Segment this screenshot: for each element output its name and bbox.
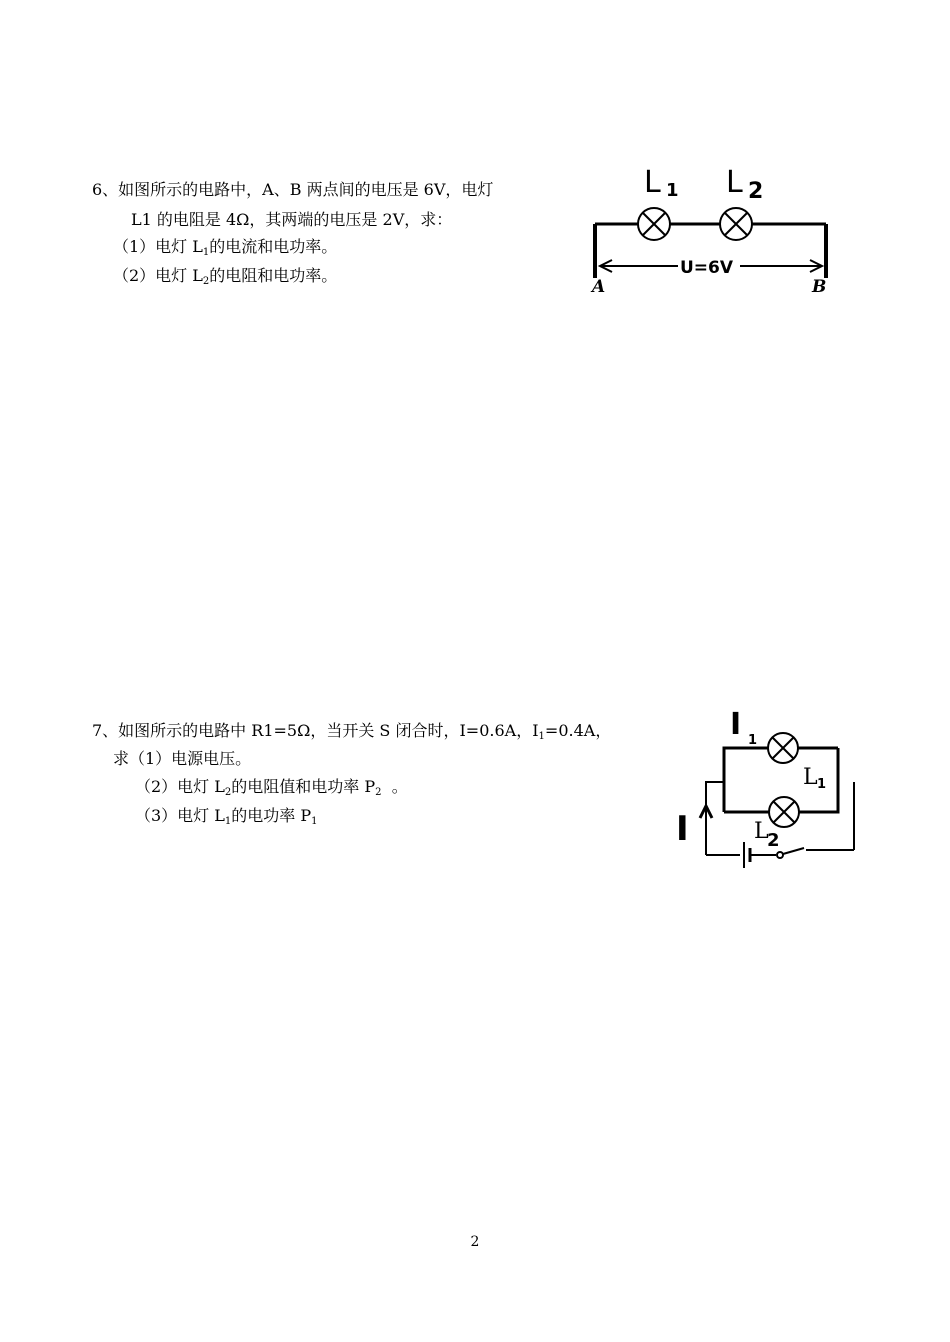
current-branch-label: I — [730, 707, 742, 742]
point-a-label: A — [592, 277, 606, 297]
lamp-l2-label: L — [754, 819, 769, 844]
q7-line-3-mid: 的电阻值和电功率 P — [231, 777, 376, 796]
switch-s-symbol — [777, 848, 804, 858]
lamp-l1-symbol — [768, 733, 798, 763]
q7-branch-top — [724, 748, 768, 812]
lamp-l2-label: L — [726, 165, 743, 200]
lamp-l2-label-sub: 2 — [767, 830, 780, 851]
lamp-l2-symbol — [720, 208, 752, 240]
q7-wire-left — [706, 782, 724, 855]
page-number: 2 — [470, 1234, 480, 1250]
q7-line-3 — [135, 777, 408, 797]
q6-line-4 — [113, 266, 337, 286]
q7-line-4-sub: 1 — [224, 816, 232, 827]
q6-line-3-sub: 1 — [202, 247, 210, 258]
q7-line-1-sub: 1 — [538, 731, 545, 742]
q7-line-3-sub: 2 — [224, 787, 232, 798]
q7-circuit-diagram — [668, 700, 868, 878]
lamp-l2-label-sub: 2 — [748, 179, 764, 204]
q7-line-3-post: 。 — [381, 777, 408, 796]
q7-line-1-post: =0.4A， — [544, 721, 612, 740]
q6-circuit-diagram — [580, 160, 850, 300]
q7-line-4-sub2: 1 — [311, 816, 318, 827]
lamp-l1-symbol — [638, 208, 670, 240]
q7-line-1 — [92, 721, 611, 741]
q6-line-4-pre: （2）电灯 L — [113, 266, 203, 285]
q7-line-4-pre: （3）电灯 L — [135, 806, 225, 825]
q6-line-3-pre: （1）电灯 L — [113, 237, 203, 256]
lamp-l1-label: L — [803, 765, 818, 790]
q6-line-4-sub: 2 — [202, 276, 210, 287]
q7-line-2: 求（1）电源电压。 — [113, 749, 252, 768]
q6-line-4-post: 的电阻和电功率。 — [209, 266, 338, 285]
current-branch-label-sub: 1 — [748, 733, 758, 748]
q6-voltage-label: U=6V — [680, 258, 734, 278]
lamp-l1-label-sub: 1 — [666, 180, 679, 201]
lamp-l1-label: L — [644, 165, 661, 200]
q7-line-1-pre: 7、如图所示的电路中 R1=5Ω，当开关 S 闭合时，I=0.6A，I — [92, 721, 539, 740]
q6-line-3-post: 的电流和电功率。 — [209, 237, 338, 256]
q6-line-3 — [113, 237, 337, 257]
lamp-l1-label-sub: 1 — [817, 777, 827, 792]
point-b-label: B — [812, 277, 827, 297]
q6-line-1: 6、如图所示的电路中，A、B 两点间的电压是 6V，电灯 — [92, 180, 494, 199]
lamp-l2-symbol — [769, 797, 799, 827]
current-total-label: I — [676, 809, 689, 849]
q7-line-4 — [135, 806, 318, 826]
q7-line-4-mid: 的电功率 P — [231, 806, 312, 825]
q7-line-3-pre: （2）电灯 L — [135, 777, 225, 796]
q7-line-3-sub2: 2 — [375, 787, 382, 798]
q6-line-2: L1 的电阻是 4Ω，其两端的电压是 2V，求： — [131, 210, 453, 229]
